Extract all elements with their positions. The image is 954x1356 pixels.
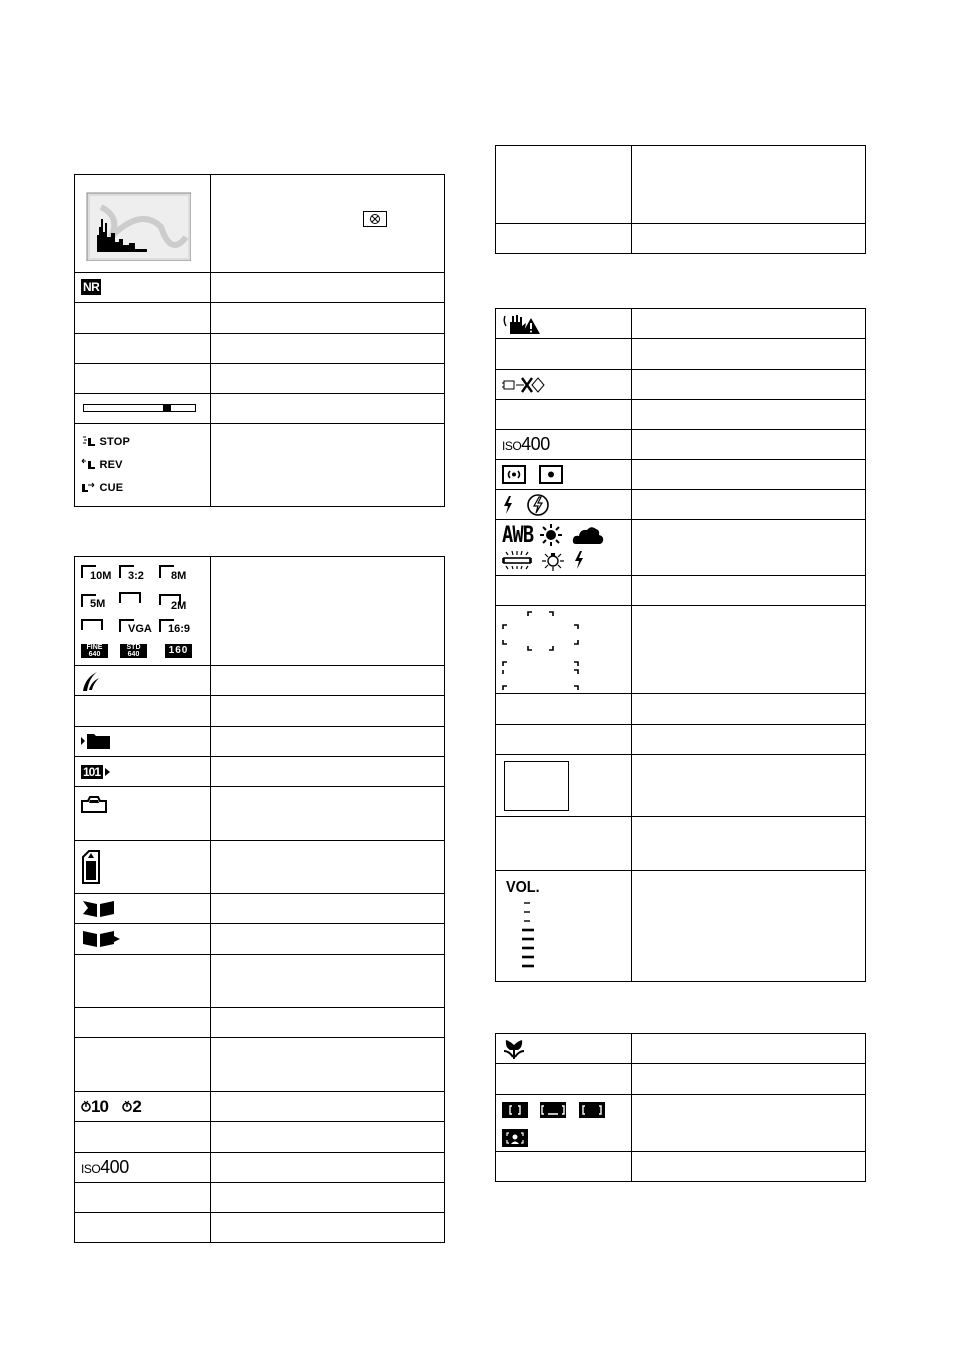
table-row xyxy=(496,370,866,400)
table-row xyxy=(75,757,445,787)
table-row xyxy=(496,725,866,755)
spot-metering-crosshair-frame xyxy=(504,761,569,811)
iso-400-icon: ISO400 xyxy=(81,1157,129,1177)
table-row xyxy=(496,1095,866,1152)
quality-160-badge: 160 xyxy=(165,644,192,658)
playback-bar-icon xyxy=(83,402,203,414)
table-row: 10M 3:2 8M 5M 2M VGA 16:9 FINE 640 STD 640 160 xyxy=(75,557,445,666)
playback-indicator-table xyxy=(74,174,445,507)
table-row xyxy=(75,1122,445,1153)
table-row xyxy=(75,787,445,841)
camera-shake-warning-icon xyxy=(502,312,542,336)
warning-indicator-table xyxy=(495,308,866,982)
self-timer-2-icon: 2 xyxy=(122,1097,141,1117)
nr-icon: NR xyxy=(83,280,100,295)
cue-label: CUE xyxy=(99,482,124,494)
table-row xyxy=(496,755,866,817)
flash-charging-icon xyxy=(526,493,550,517)
table-row xyxy=(496,339,866,370)
table-row xyxy=(75,273,445,303)
internal-memory-icon xyxy=(81,795,107,813)
table-row xyxy=(75,1153,445,1183)
pen-icon xyxy=(81,670,101,692)
table-row xyxy=(75,955,445,1008)
incandescent-icon xyxy=(540,549,566,571)
rev-label: REV xyxy=(99,459,123,471)
quality-std-640-badge: STD 640 xyxy=(120,644,147,658)
macro-icon xyxy=(502,1037,526,1061)
volume-label: VOL. xyxy=(506,879,540,896)
table-row xyxy=(496,490,866,520)
table-row xyxy=(496,146,866,224)
quality-fine-640-badge: FINE 640 xyxy=(81,644,108,658)
table-row xyxy=(75,1008,445,1038)
af-center-icon xyxy=(502,1102,528,1118)
table-row xyxy=(75,334,445,364)
table-row xyxy=(75,924,445,955)
flash-icon xyxy=(502,495,514,515)
stop-icon xyxy=(81,435,95,447)
face-detection-af-icon xyxy=(502,1129,528,1147)
table-row xyxy=(75,666,445,696)
table-row xyxy=(496,817,866,871)
album-next-icon xyxy=(81,929,123,949)
table-row xyxy=(496,460,866,490)
table-row xyxy=(496,1152,866,1182)
table-row xyxy=(75,1092,445,1122)
table-row xyxy=(496,694,866,725)
metering-multi-icon xyxy=(502,465,528,485)
cue-icon xyxy=(81,481,95,493)
table-row xyxy=(496,576,866,606)
folder-icon xyxy=(81,732,111,750)
awb-icon: AWB xyxy=(502,522,534,548)
table-row xyxy=(496,224,866,254)
af-range-finder-frame-icon xyxy=(502,610,582,690)
playback-error-icon xyxy=(363,211,387,227)
table-row xyxy=(75,1038,445,1092)
af-wide-icon xyxy=(540,1102,566,1118)
table-row xyxy=(75,1213,445,1243)
table-row xyxy=(75,894,445,924)
self-timer-10-icon: 10 xyxy=(81,1097,108,1117)
table-row xyxy=(496,309,866,339)
cloudy-icon xyxy=(572,524,604,546)
table-row xyxy=(496,606,866,694)
table-row xyxy=(496,871,866,982)
right-top-table xyxy=(495,145,866,254)
iso-400-icon: ISO400 xyxy=(502,434,550,454)
jump-rev xyxy=(81,455,210,478)
table-row xyxy=(75,841,445,894)
image-size-blank-icon xyxy=(119,592,141,603)
af-spot-icon xyxy=(579,1102,605,1118)
table-row xyxy=(75,696,445,727)
table-row xyxy=(496,400,866,430)
image-size-blank2-icon xyxy=(81,619,103,630)
focus-indicator-table xyxy=(495,1033,866,1182)
table-row xyxy=(75,727,445,757)
table-row xyxy=(496,520,866,576)
table-row xyxy=(75,394,445,424)
album-prev-icon xyxy=(81,899,119,919)
volume-level-icon xyxy=(520,899,540,979)
recording-indicator-table xyxy=(74,556,445,1243)
table-row xyxy=(75,364,445,394)
stop-label: STOP xyxy=(99,436,131,448)
printer-disconnect-icon xyxy=(502,375,546,395)
jump-cue xyxy=(81,478,210,501)
table-row xyxy=(75,175,445,273)
daylight-icon xyxy=(539,523,563,547)
table-row xyxy=(75,424,445,507)
table-row xyxy=(75,1183,445,1213)
table-row xyxy=(496,430,866,460)
rev-icon xyxy=(81,458,95,470)
histogram-icon xyxy=(81,187,191,261)
table-row xyxy=(75,303,445,334)
memory-card-icon xyxy=(81,850,101,884)
jump-stop xyxy=(81,432,210,455)
table-row xyxy=(496,1034,866,1064)
metering-spot-icon xyxy=(538,465,564,485)
wb-flash-icon xyxy=(573,550,585,570)
table-row xyxy=(496,1064,866,1095)
folder-number-icon: 101 xyxy=(81,763,111,779)
fluorescent-icon xyxy=(502,550,532,570)
